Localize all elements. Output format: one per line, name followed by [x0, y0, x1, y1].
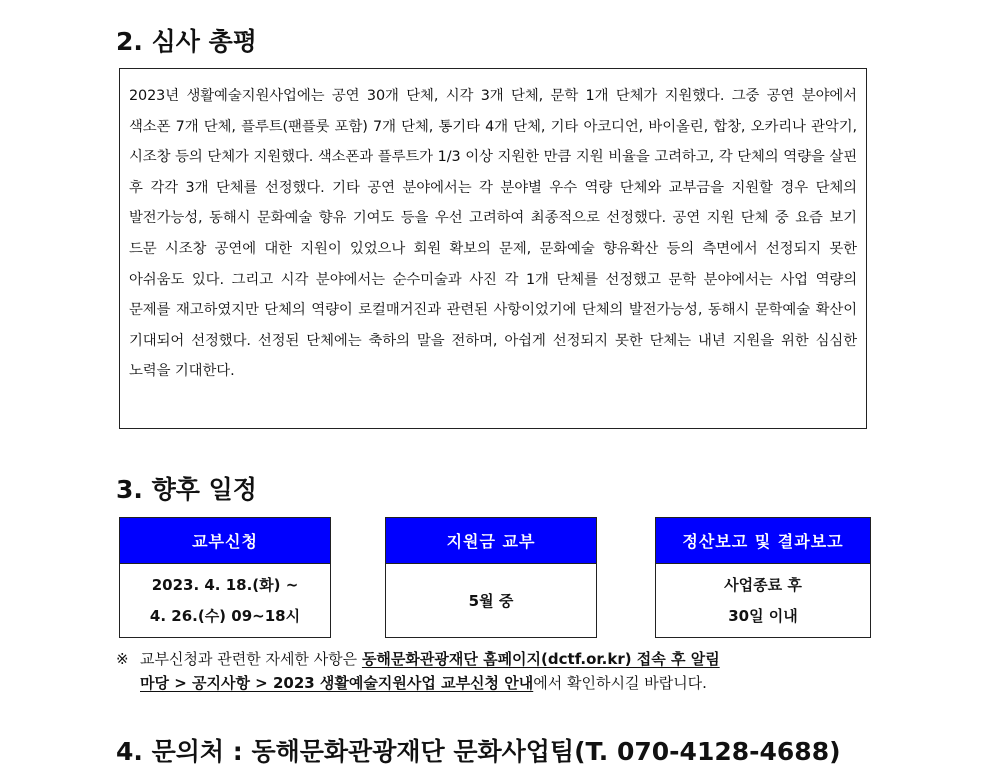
- review-summary-text: 2023년 생활예술지원사업에는 공연 30개 단체, 시각 3개 단체, 문학 1개 단체가 지원했다. 그중 공연 분야에서 색소폰 7개 단체, 플루트(팬플룻 포함) 7개 단체, 통기타 4개 단체, 기타 아코디언, 바이올린, 합창, 오카리나 관악기, 시조창 등의 단체가 지원했다. 색소폰과 플루트가 1/3 이상 지원한 만큼 지원 비율을 고려하고, 각 단체의 역량을 살핀 후 각각 3개 단체를 선정했다. 기타 공연 분야에서는 각 분야별 우수 역량 단체와 교부금을 지원할 경우 단체의 발전가능성, 동해시 문화예술 향유 기여도 등을 우선 고려하여 최종적으로 선정했다. 공연 지원 단체 중 요즘 보기 드문 시조창 공연에 대한 지원이 있었으나 회원 확보의 문제, 문화예술 향유확산 등의 측면에서 선정되지 못한 아쉬움도 있다. 그리고 시각 분야에서는 순수미술과 사진 각 1개 단체를 선정했고 문학 분야에서는 사업 역량의 문제를 재고하였지만 단체의 역량이 로컬매거진과 관련된 사항이었기에 단체의 발전가능성, 동해시 문학예술 확산이 기대되어 선정했다. 선정된 단체에는 축하의 말을 전하며, 아쉽게 선정되지 못한 단체는 내년 지원을 위한 심심한 노력을 기대한다.: [129, 88, 857, 380]
- note-line-2: [116, 671, 876, 695]
- schedule-box-body: [386, 564, 596, 638]
- note-notice-path-link[interactable]: 마당 > 공지사항 > 2023 생활예술지원사업 교부신청 안내: [140, 674, 534, 692]
- schedule-box-line: 2023. 4. 18.(화) ~: [151, 576, 299, 594]
- schedule-box-title: 교부신청: [120, 518, 330, 564]
- note-suffix: 에서 확인하시길 바랍니다.: [533, 674, 707, 692]
- schedule-box-report: [655, 517, 871, 638]
- schedule-box-line: 30일 이내: [728, 607, 798, 625]
- schedule-box-grant: [385, 517, 597, 638]
- section-2-heading: 2. 심사 총평: [116, 27, 257, 56]
- section-3-heading: 3. 향후 일정: [116, 475, 257, 504]
- schedule-box-application: [119, 517, 331, 638]
- schedule-box-line: 4. 26.(수) 09~18시: [149, 607, 301, 625]
- note-homepage-link[interactable]: 동해문화관광재단 홈페이지(dctf.or.kr) 접속 후 알림: [361, 650, 720, 668]
- schedule-note: [116, 647, 876, 695]
- note-prefix: 교부신청과 관련한 자세한 사항은: [140, 650, 362, 668]
- schedule-box-line: 사업종료 후: [724, 576, 802, 594]
- schedule-box-title: 정산보고 및 결과보고: [656, 518, 870, 564]
- schedule-box-body: [656, 564, 870, 638]
- reference-mark: ※: [116, 650, 129, 668]
- note-line-1: [116, 647, 876, 671]
- section-4-contact-heading: 4. 문의처 : 동해문화관광재단 문화사업팀(T. 070-4128-4688): [116, 737, 841, 766]
- schedule-box-line: 5월 중: [468, 591, 514, 610]
- schedule-box-title: 지원금 교부: [386, 518, 596, 564]
- schedule-box-body: [120, 564, 330, 638]
- review-summary-box: [119, 68, 867, 429]
